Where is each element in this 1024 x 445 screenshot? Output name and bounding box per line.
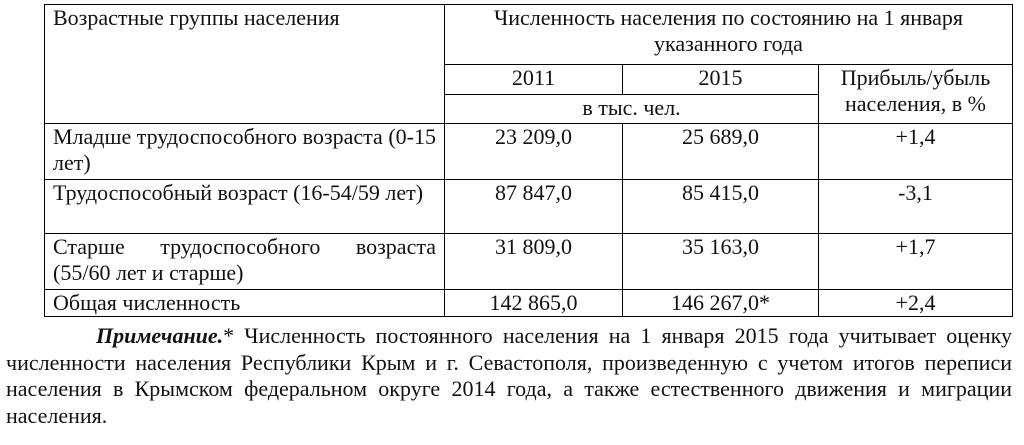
header-year-2011: 2011 xyxy=(445,65,623,95)
row-value-2015: 85 415,0 xyxy=(623,180,819,234)
row-value-2015: 146 267,0* xyxy=(623,290,819,317)
table-row xyxy=(45,234,1013,290)
row-change: -3,1 xyxy=(819,180,1013,234)
header-population-caption: Численность населения по состоянию на 1 января указанного года xyxy=(445,5,1013,65)
row-group-label: Младше трудоспособного возраста (0-15 лет) xyxy=(45,124,445,180)
footnote-text: * Численность постоянного населения на 1 января 2015 года учитывает оценку численности населения Республики Крым и г. Севастополя, произведенную с учетом итогов переписи населения в Крымском федеральном округе 2014 года, а также естественного движения и миграции населения. xyxy=(6,323,1012,428)
row-value-2011: 87 847,0 xyxy=(445,180,623,234)
row-group-label: Общая численность xyxy=(45,290,445,317)
header-year-2015: 2015 xyxy=(623,65,819,95)
row-change: +1,4 xyxy=(819,124,1013,180)
table-row xyxy=(45,180,1013,234)
header-change: Прибыль/убыль населения, в % xyxy=(819,65,1013,124)
row-value-2011: 23 209,0 xyxy=(445,124,623,180)
row-value-2015: 35 163,0 xyxy=(623,234,819,290)
row-change: +2,4 xyxy=(819,290,1013,317)
row-group-label: Трудоспособный возраст (16-54/59 лет) xyxy=(45,180,445,234)
table-row-total xyxy=(45,290,1013,317)
footnote-label: Примечание. xyxy=(96,323,224,348)
header-units: в тыс. чел. xyxy=(445,95,819,124)
row-value-2015: 25 689,0 xyxy=(623,124,819,180)
footnote xyxy=(6,323,1012,429)
table-row xyxy=(45,124,1013,180)
population-table xyxy=(44,4,1013,317)
row-value-2011: 142 865,0 xyxy=(445,290,623,317)
header-age-groups: Возрастные группы населения xyxy=(45,5,445,124)
row-group-label: Старше трудоспособного возраста (55/60 лет и старше) xyxy=(45,234,445,290)
row-change: +1,7 xyxy=(819,234,1013,290)
row-value-2011: 31 809,0 xyxy=(445,234,623,290)
